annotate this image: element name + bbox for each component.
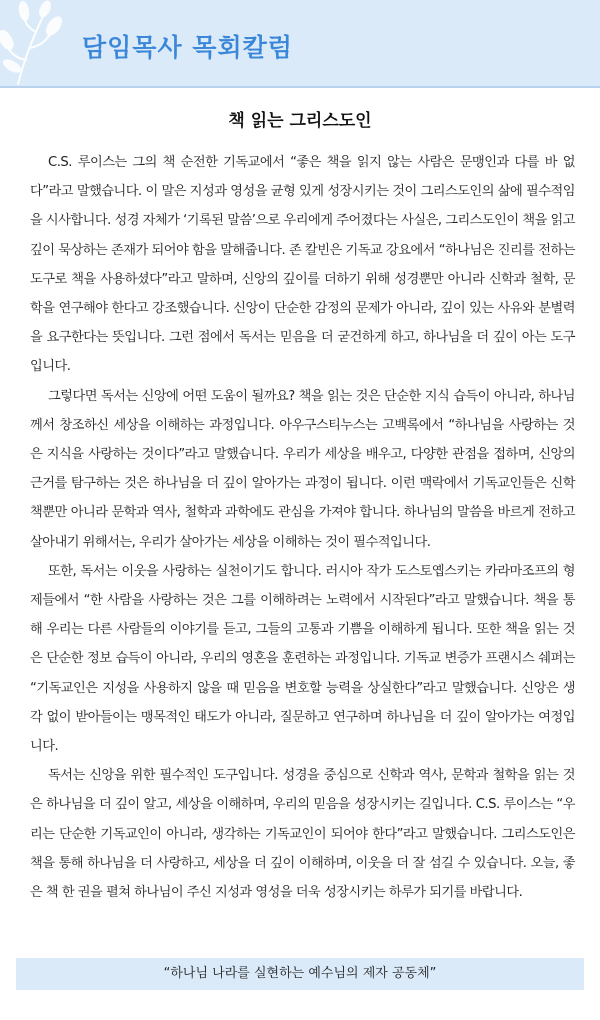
article-paragraph: C.S. 루이스는 그의 책 순전한 기독교에서 “좋은 책을 읽지 않는 사람은 문맹인과 다를 바 없다”라고 말했습니다. 이 말은 지성과 영성을 균형 있게 성장시키는 것이 그리스도인의 삶에 필수적임을 시사합니다. 성경 자체가 ‘기록된 말씀’으로 우리에게 주어졌다는 사실은, 그리스도인이 책을 읽고 깊이 묵상하는 존재가 되어야 함을 말해줍니다. 존 칼빈은 기독교 강요에서 “하나님은 진리를 전하는 도구로 책을 사용하셨다”라고 말하며, 신앙의 깊이를 더하기 위해 성경뿐만 아니라 신학과 철학, 문학을 연구해야 한다고 강조했습니다. 신앙이 단순한 감정의 문제가 아니라, 깊이 있는 사유와 분별력을 요구한다는 뜻입니다. 그런 점에서 독서는 믿음을 더 굳건하게 하고, 하나님을 더 깊이 아는 도구입니다. — [30, 155, 575, 375]
leaf-branch-icon — [0, 0, 80, 86]
column-header — [0, 0, 600, 88]
article-paragraph: 독서는 신앙을 위한 필수적인 도구입니다. 성경을 중심으로 신학과 역사, 문학과 철학을 읽는 것은 하나님을 더 깊이 알고, 세상을 이해하며, 우리의 믿음을 성장시키는 길입니다. C.S. 루이스는 “우리는 단순한 기독교인이 아니라, 생각하는 기독교인이 되어야 한다”라고 말했습니다. 그리스도인은 책을 통해 하나님을 더 사랑하고, 세상을 더 깊이 이해하며, 이웃을 더 잘 섬길 수 있습니다. 오늘, 좋은 책 한 권을 펼쳐 하나님이 주신 지성과 영성을 더욱 성장시키는 하루가 되기를 바랍니다. — [30, 768, 575, 901]
column-title: 담임목사 목회칼럼 — [82, 33, 293, 62]
article-paragraph: 그렇다면 독서는 신앙에 어떤 도움이 될까요? 책을 읽는 것은 단순한 지식 습득이 아니라, 하나님께서 창조하신 세상을 이해하는 과정입니다. 아우구스티누스는 고백록에서 “하나님을 사랑하는 것은 지식을 사랑하는 것이다”라고 말했습니다. 우리가 세상을 배우고, 다양한 관점을 접하며, 신앙의 근거를 탐구하는 것은 하나님을 더 깊이 알아가는 과정이 됩니다. 이런 맥락에서 기독교인들은 신학책뿐만 아니라 문학과 역사, 철학과 과학에도 관심을 가져야 합니다. 하나님의 말씀을 바르게 전하고 살아내기 위해서는, 우리가 살아가는 세상을 이해하는 것이 필수적입니다. — [30, 388, 575, 550]
article-body — [30, 148, 575, 907]
church-motto: “하나님 나라를 실현하는 예수님의 제자 공동체” — [16, 958, 584, 990]
article-title: 책 읽는 그리스도인 — [228, 111, 372, 131]
article-paragraph: 또한, 독서는 이웃을 사랑하는 실천이기도 합니다. 러시아 작가 도스토옙스키는 카라마조프의 형제들에서 “한 사람을 사랑하는 것은 그를 이해하려는 노력에서 시작된다”라고 말했습니다. 책을 통해 우리는 다른 사람들의 이야기를 듣고, 그들의 고통과 기쁨을 이해하게 됩니다. 또한 책을 읽는 것은 단순한 정보 습득이 아니라, 우리의 영혼을 훈련하는 과정입니다. 기독교 변증가 프랜시스 쉐퍼는 “기독교인은 지성을 사용하지 않을 때 믿음을 변호할 능력을 상실한다”라고 말했습니다. 신앙은 생각 없이 받아들이는 맹목적인 태도가 아니라, 질문하고 연구하며 하나님을 더 깊이 알아가는 여정입니다. — [30, 563, 575, 755]
